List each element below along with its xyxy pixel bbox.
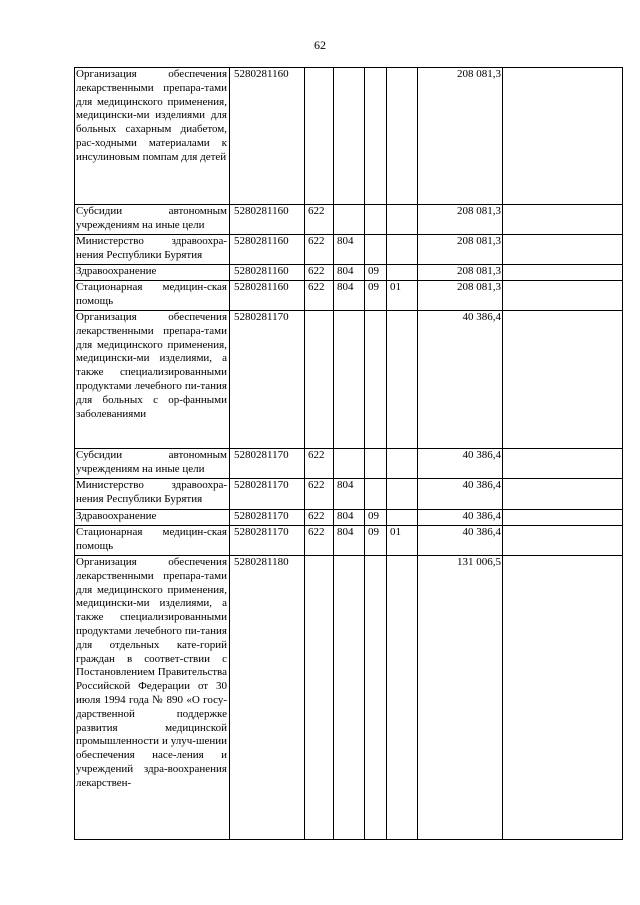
expense-type-code: 622 (305, 205, 334, 235)
section-code (365, 68, 387, 205)
item-name: Стационарная медицин-ская помощь (75, 526, 230, 556)
item-name: Министерство здравоохра-нения Республики Бурятия (75, 235, 230, 265)
section-code (365, 449, 387, 479)
amount-cell: 40 386,4 (418, 311, 503, 449)
ministry-code (334, 556, 365, 840)
target-article-code: 5280281160 (230, 68, 305, 205)
ministry-code: 804 (334, 281, 365, 311)
expense-type-code: 622 (305, 526, 334, 556)
ministry-code: 804 (334, 479, 365, 510)
section-code: 09 (365, 510, 387, 526)
target-article-code: 5280281160 (230, 235, 305, 265)
table-row (75, 526, 623, 556)
subsection-code: 01 (387, 281, 418, 311)
expense-type-code (305, 311, 334, 449)
table-row (75, 68, 623, 205)
amount-cell: 40 386,4 (418, 449, 503, 479)
extra-cell (503, 449, 623, 479)
section-code (365, 235, 387, 265)
item-name: Стационарная медицин-ская помощь (75, 281, 230, 311)
budget-table (74, 67, 623, 840)
table-row (75, 479, 623, 510)
table-row (75, 205, 623, 235)
item-name: Организация обеспечения лекарственными препара-тами для медицинского применения, медицински-ми изделиями, а также специализированными продуктами лечебного пи-тания для больных с ор-фанными заболеваниями (75, 311, 230, 449)
amount-cell: 40 386,4 (418, 526, 503, 556)
target-article-code: 5280281160 (230, 205, 305, 235)
expense-type-code (305, 68, 334, 205)
extra-cell (503, 556, 623, 840)
extra-cell (503, 265, 623, 281)
table-row (75, 265, 623, 281)
extra-cell (503, 281, 623, 311)
ministry-code (334, 68, 365, 205)
subsection-code (387, 68, 418, 205)
amount-cell: 208 081,3 (418, 235, 503, 265)
expense-type-code: 622 (305, 235, 334, 265)
section-code (365, 556, 387, 840)
subsection-code (387, 449, 418, 479)
item-name: Субсидии автономным учреждениям на иные цели (75, 205, 230, 235)
amount-cell: 208 081,3 (418, 68, 503, 205)
section-code (365, 479, 387, 510)
expense-type-code: 622 (305, 265, 334, 281)
ministry-code (334, 311, 365, 449)
target-article-code: 5280281170 (230, 311, 305, 449)
item-name: Организация обеспечения лекарственными препара-тами для медицинского применения, медицински-ми изделиями, а также специализированными продуктами лечебного пи-тания для отдельных кате-горий граждан в соответ-ствии с Постановлением Правительства Российской Федерации от 30 июля 1994 года № 890 «О госу-дарственной поддержке развития медицинской промышленности и улуч-шении обеспечения насе-ления и учреждений здра-воохранения лекарствен- (75, 556, 230, 840)
item-name: Министерство здравоохра-нения Республики Бурятия (75, 479, 230, 510)
section-code: 09 (365, 526, 387, 556)
extra-cell (503, 235, 623, 265)
extra-cell (503, 526, 623, 556)
subsection-code (387, 556, 418, 840)
expense-type-code (305, 556, 334, 840)
section-code (365, 205, 387, 235)
extra-cell (503, 205, 623, 235)
extra-cell (503, 479, 623, 510)
expense-type-code: 622 (305, 479, 334, 510)
section-code: 09 (365, 265, 387, 281)
ministry-code (334, 205, 365, 235)
extra-cell (503, 510, 623, 526)
target-article-code: 5280281160 (230, 281, 305, 311)
amount-cell: 208 081,3 (418, 265, 503, 281)
item-name: Организация обеспечения лекарственными препара-тами для медицинского применения, медицински-ми изделиями для больных сахарным диабетом, рас-ходными материалами к инсулиновым помпам для детей (75, 68, 230, 205)
target-article-code: 5280281180 (230, 556, 305, 840)
ministry-code (334, 449, 365, 479)
target-article-code: 5280281170 (230, 449, 305, 479)
expense-type-code: 622 (305, 281, 334, 311)
target-article-code: 5280281170 (230, 510, 305, 526)
target-article-code: 5280281160 (230, 265, 305, 281)
ministry-code: 804 (334, 235, 365, 265)
subsection-code (387, 235, 418, 265)
item-name: Субсидии автономным учреждениям на иные цели (75, 449, 230, 479)
extra-cell (503, 68, 623, 205)
subsection-code (387, 205, 418, 235)
item-name: Здравоохранение (75, 265, 230, 281)
expense-type-code: 622 (305, 449, 334, 479)
amount-cell: 40 386,4 (418, 479, 503, 510)
amount-cell: 131 006,5 (418, 556, 503, 840)
table-row (75, 235, 623, 265)
subsection-code (387, 510, 418, 526)
page-number: 62 (314, 38, 326, 52)
extra-cell (503, 311, 623, 449)
table-row (75, 556, 623, 840)
budget-table-body (75, 68, 623, 840)
subsection-code (387, 479, 418, 510)
table-row (75, 449, 623, 479)
table-row (75, 311, 623, 449)
section-code (365, 311, 387, 449)
ministry-code: 804 (334, 265, 365, 281)
ministry-code: 804 (334, 510, 365, 526)
subsection-code: 01 (387, 526, 418, 556)
ministry-code: 804 (334, 526, 365, 556)
table-row (75, 510, 623, 526)
target-article-code: 5280281170 (230, 526, 305, 556)
subsection-code (387, 311, 418, 449)
table-row (75, 281, 623, 311)
amount-cell: 208 081,3 (418, 205, 503, 235)
amount-cell: 208 081,3 (418, 281, 503, 311)
amount-cell: 40 386,4 (418, 510, 503, 526)
item-name: Здравоохранение (75, 510, 230, 526)
section-code: 09 (365, 281, 387, 311)
expense-type-code: 622 (305, 510, 334, 526)
subsection-code (387, 265, 418, 281)
target-article-code: 5280281170 (230, 479, 305, 510)
